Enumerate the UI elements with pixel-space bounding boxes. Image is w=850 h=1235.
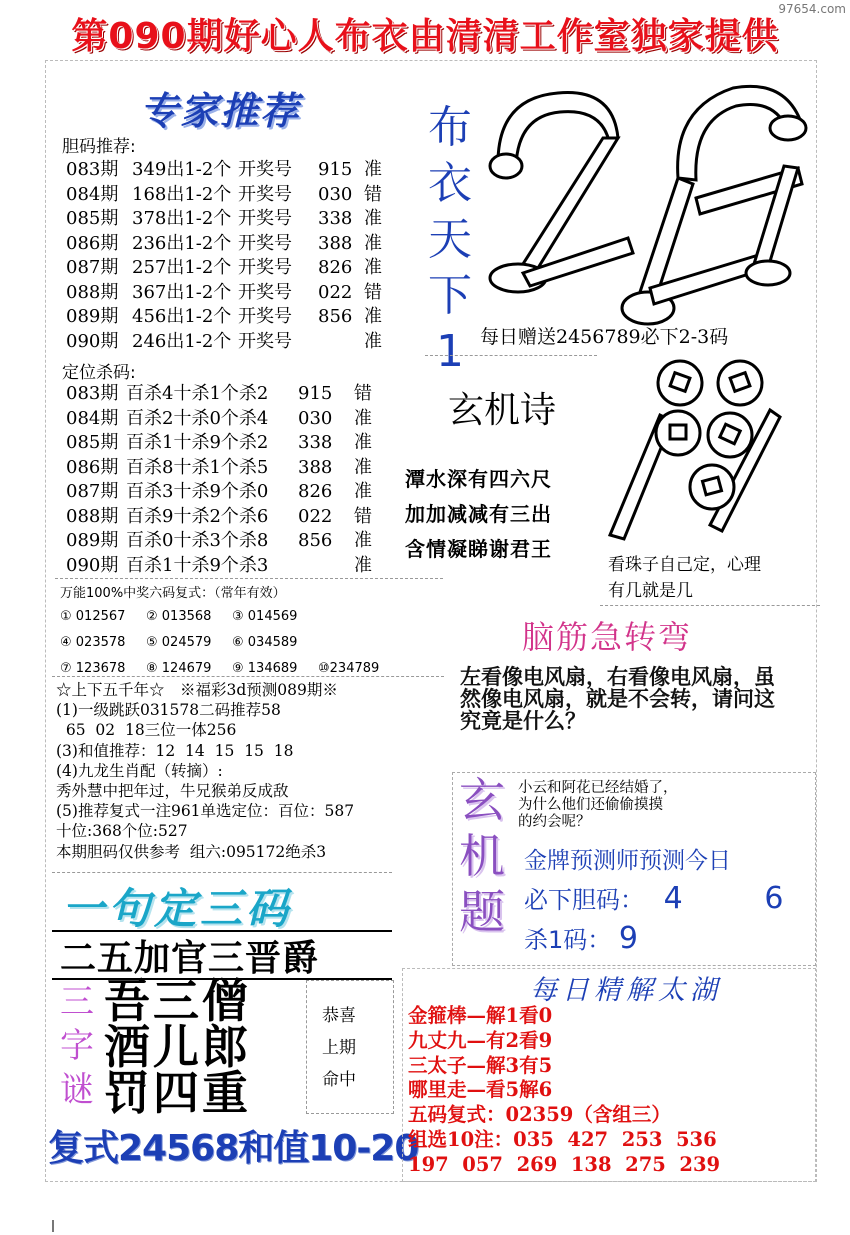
- six-code-item: ④ 023578: [60, 635, 126, 650]
- must-dan-a: 4: [663, 881, 683, 916]
- kill-period: 088期: [66, 505, 119, 527]
- poem-heading: 玄机诗: [448, 390, 557, 431]
- dan-row: [66, 281, 382, 306]
- dan-result: 338: [318, 208, 353, 229]
- dan-table: [66, 158, 382, 354]
- kill-period: 089期: [66, 530, 119, 551]
- kill-period: 086期: [66, 456, 119, 478]
- tick-mark: [52, 1220, 54, 1232]
- kill-result: 030: [298, 407, 333, 429]
- dan-label: 胆码推荐:: [62, 137, 136, 157]
- poem-line: 潭水深有四六尺: [405, 467, 552, 491]
- buyi-char: 天: [428, 214, 472, 265]
- big-number-26: [478, 68, 818, 330]
- three-char-vertical: [52, 980, 102, 1112]
- dan-open-label: 开奖号: [238, 330, 292, 352]
- kill-verdict: 准: [354, 456, 372, 478]
- dan-verdict: 准: [364, 232, 382, 254]
- xuanji-question-line: 小云和阿花已经结婚了，: [518, 780, 678, 796]
- six-code-item: ⑨ 134689: [232, 661, 298, 676]
- taihu-line: 组选10注：035 427 253 536: [408, 1127, 717, 1151]
- kill-verdict: 准: [354, 530, 372, 551]
- kill-pick: 百杀1十杀9个杀3: [126, 554, 269, 576]
- dan-open-label: 开奖号: [238, 257, 292, 278]
- kill-result: 022: [298, 505, 333, 527]
- kill-pick: 百杀4十杀1个杀2: [126, 383, 269, 404]
- taihu-lines: [408, 1004, 720, 1178]
- dan-verdict: 准: [364, 208, 382, 229]
- dan-result: 856: [318, 306, 353, 327]
- dan-pick: 246出1-2个: [132, 330, 232, 352]
- dan-verdict: 准: [364, 257, 382, 278]
- riddle-heading: 脑筋急转弯: [522, 618, 693, 656]
- xuanji-question-line: 为什么他们还偷偷摸摸: [518, 797, 663, 813]
- kill-pick: 百杀9十杀2个杀6: [126, 505, 269, 527]
- dan-period: 090期: [66, 330, 119, 352]
- xuanji-char: 机: [459, 829, 505, 883]
- taihu-line: 哪里走—看5解6: [408, 1078, 553, 1102]
- dan-verdict: 错: [364, 183, 382, 205]
- congrats-line: 上期: [322, 1038, 356, 1058]
- six-code-item: ② 013568: [146, 609, 212, 624]
- three-char-word: 罚四重: [104, 1066, 251, 1120]
- six-code-row: [60, 604, 404, 630]
- forecast-block: [56, 680, 354, 862]
- three-char-words: [104, 974, 251, 1120]
- dan-pick: 257出1-2个: [132, 257, 232, 278]
- dan-row: [66, 305, 382, 330]
- xuanji-char: 玄: [459, 773, 505, 827]
- kill-verdict: 准: [354, 481, 372, 502]
- dan-result: 022: [318, 281, 353, 303]
- kill-row: [66, 505, 372, 530]
- dan-row: [66, 256, 382, 281]
- watermark: 97654.com: [778, 2, 846, 16]
- taihu-line: 金箍棒—解1看0: [408, 1004, 553, 1027]
- buyi-char: 1: [436, 326, 464, 377]
- dan-verdict: 准: [364, 306, 382, 327]
- forecast-line: (4)九龙生肖配（转摘）:: [56, 761, 223, 780]
- kill-row: [66, 431, 372, 456]
- kill-table: [66, 382, 372, 578]
- kill-pick: 百杀1十杀9个杀2: [126, 432, 269, 453]
- buyi-vertical: [420, 100, 480, 380]
- dan-pick: 236出1-2个: [132, 232, 232, 254]
- kill-result: 856: [298, 530, 333, 551]
- divider: [52, 676, 444, 679]
- dan-period: 085期: [66, 208, 119, 229]
- dan-period: 089期: [66, 306, 119, 327]
- kill-verdict: 错: [354, 383, 372, 404]
- poem-line: 含情凝睇谢君王: [405, 537, 552, 561]
- coin-note: [608, 552, 761, 604]
- six-code-item: ③ 014569: [232, 609, 298, 624]
- dan-row: [66, 232, 382, 257]
- kill-period: 083期: [66, 383, 119, 404]
- page-title: 第090期好心人布衣由清清工作室独家提供: [71, 16, 779, 57]
- dan-verdict: 准: [364, 330, 382, 352]
- dan-row: [66, 330, 382, 355]
- one-sentence-phrase: 二五加官三晋爵: [60, 938, 320, 979]
- dan-period: 084期: [66, 183, 119, 205]
- kill-one-label: 杀1码：: [524, 926, 612, 954]
- kill-row: [66, 382, 372, 407]
- forecast-line: ☆上下五千年☆ ※福彩3d预测089期※: [56, 681, 338, 699]
- forecast-line: (3)和值推荐：12 14 15 15 18: [56, 741, 294, 760]
- kill-row: [66, 480, 372, 505]
- kill-period: 090期: [66, 554, 119, 576]
- coin-note-line: 有几就是几: [608, 581, 693, 601]
- one-sentence-heading: 一句定三码: [62, 884, 293, 933]
- buyi-char: 下: [428, 270, 472, 321]
- forecast-line: 秀外慧中把年过，牛兄猴弟反成敌: [56, 782, 289, 801]
- dan-pick: 168出1-2个: [132, 183, 232, 205]
- xuanji-char: 题: [459, 885, 505, 939]
- three-char-word: 吾三僧: [104, 974, 251, 1028]
- taihu-heading: 每日精解太湖: [530, 975, 722, 1006]
- kill-row: [66, 529, 372, 554]
- kill-result: 338: [298, 432, 333, 453]
- congrats-line: 恭喜: [322, 1006, 356, 1026]
- six-code-row: [60, 630, 404, 656]
- dan-pick: 349出1-2个: [132, 159, 232, 180]
- six-code-item: ⑤ 024579: [146, 635, 212, 650]
- dan-verdict: 错: [364, 281, 382, 303]
- buyi-char: 布: [428, 102, 472, 153]
- xuanji-vertical: [452, 772, 512, 940]
- must-dan: [524, 880, 783, 916]
- kill-pick: 百杀0十杀3个杀8: [126, 530, 269, 551]
- kill-period: 087期: [66, 481, 119, 502]
- dan-period: 086期: [66, 232, 119, 254]
- kill-one: [524, 920, 638, 956]
- kill-period: 085期: [66, 432, 119, 453]
- dan-period: 087期: [66, 257, 119, 278]
- dan-result: 826: [318, 257, 353, 278]
- dan-row: [66, 158, 382, 183]
- divider: [600, 605, 820, 608]
- three-char-letter: 三: [60, 982, 94, 1022]
- three-char-word: 酒儿郎: [104, 1020, 251, 1074]
- kill-row: [66, 554, 372, 579]
- kill-pick: 百杀2十杀0个杀4: [126, 407, 269, 429]
- three-char-letter: 字: [60, 1026, 94, 1066]
- taihu-line: 三太子—解3有5: [408, 1053, 553, 1077]
- forecast-line: 65 02 18三位一体256: [56, 721, 237, 740]
- dan-pick: 456出1-2个: [132, 306, 232, 327]
- dan-result: 388: [318, 232, 353, 254]
- poem-lines: [405, 462, 552, 567]
- dan-verdict: 准: [364, 159, 382, 180]
- kill-pick: 百杀3十杀9个杀0: [126, 481, 269, 502]
- six-code-item: ⑧ 124679: [146, 661, 212, 676]
- kill-result: 388: [298, 456, 333, 478]
- dan-period: 083期: [66, 159, 119, 180]
- dan-result: 030: [318, 183, 353, 205]
- must-dan-b: 6: [764, 881, 784, 916]
- kill-verdict: 准: [354, 554, 372, 576]
- riddle-text: 左看像电风扇，右看像电风扇，虽然像电风扇，就是不会转，请问这究竟是什么？: [460, 664, 775, 733]
- forecast-line: (5)推荐复式一注961单选定位：百位：587: [56, 802, 355, 821]
- dan-open-label: 开奖号: [238, 208, 292, 229]
- kill-verdict: 准: [354, 407, 372, 429]
- six-code-heading: 万能100%中奖六码复式：（常年有效）: [60, 586, 286, 601]
- buyi-char: 衣: [428, 158, 472, 209]
- kill-one-value: 9: [618, 921, 639, 956]
- three-char-letter: 谜: [60, 1070, 94, 1110]
- kill-period: 084期: [66, 407, 119, 429]
- dan-open-label: 开奖号: [238, 159, 292, 180]
- six-code-list: [60, 604, 404, 682]
- forecast-line: 十位:368个位:527: [56, 822, 188, 841]
- forecast-line: (1)一级跳跃031578二码推荐58: [56, 701, 281, 720]
- congrats-line: 命中: [322, 1070, 356, 1090]
- coin-note-line: 看珠子自己定，心理: [608, 555, 761, 575]
- dan-open-label: 开奖号: [238, 306, 292, 327]
- gift-line: 每日赠送2456789必下2-3码: [480, 326, 729, 348]
- dan-open-label: 开奖号: [238, 183, 292, 205]
- six-code-item: ① 012567: [60, 609, 126, 624]
- kill-label: 定位杀码:: [62, 363, 136, 383]
- kill-pick: 百杀8十杀1个杀5: [126, 456, 269, 478]
- taihu-line: 九丈九—有2看9: [408, 1028, 553, 1052]
- coins-illustration: [600, 355, 800, 545]
- dan-period: 088期: [66, 281, 119, 303]
- forecast-line: 本期胆码仅供参考 组六:095172绝杀3: [56, 842, 327, 861]
- six-code-item: ⑥ 034589: [232, 635, 298, 650]
- kill-row: [66, 407, 372, 432]
- taihu-line: 197 057 269 138 275 239: [408, 1152, 721, 1176]
- kill-verdict: 准: [354, 432, 372, 453]
- xuanji-question-line: 的约会呢？: [518, 814, 591, 830]
- poem-line: 加加减减有三出: [405, 502, 552, 526]
- kill-result: 915: [298, 383, 333, 404]
- dan-pick: 378出1-2个: [132, 208, 232, 229]
- expert-heading: 专家推荐: [140, 89, 301, 133]
- dan-open-label: 开奖号: [238, 232, 292, 254]
- divider: [425, 355, 597, 358]
- six-code-item: ⑦ 123678: [60, 661, 126, 676]
- gold-title: 金牌预测师预测今日: [524, 848, 731, 874]
- kill-verdict: 错: [354, 505, 372, 527]
- six-code-item: ⑩234789: [318, 661, 380, 676]
- kill-result: 826: [298, 481, 333, 502]
- congrats-text: [322, 1000, 356, 1096]
- dan-open-label: 开奖号: [238, 281, 292, 303]
- dan-pick: 367出1-2个: [132, 281, 232, 303]
- dan-row: [66, 183, 382, 208]
- bottom-banner: 复式24568和值10-20: [48, 1128, 419, 1169]
- dan-result: 915: [318, 159, 353, 180]
- xuanji-question: [518, 780, 678, 831]
- must-dan-label: 必下胆码：: [524, 886, 644, 914]
- taihu-line: 五码复式：02359（含组三）: [408, 1103, 671, 1127]
- dan-row: [66, 207, 382, 232]
- kill-row: [66, 456, 372, 481]
